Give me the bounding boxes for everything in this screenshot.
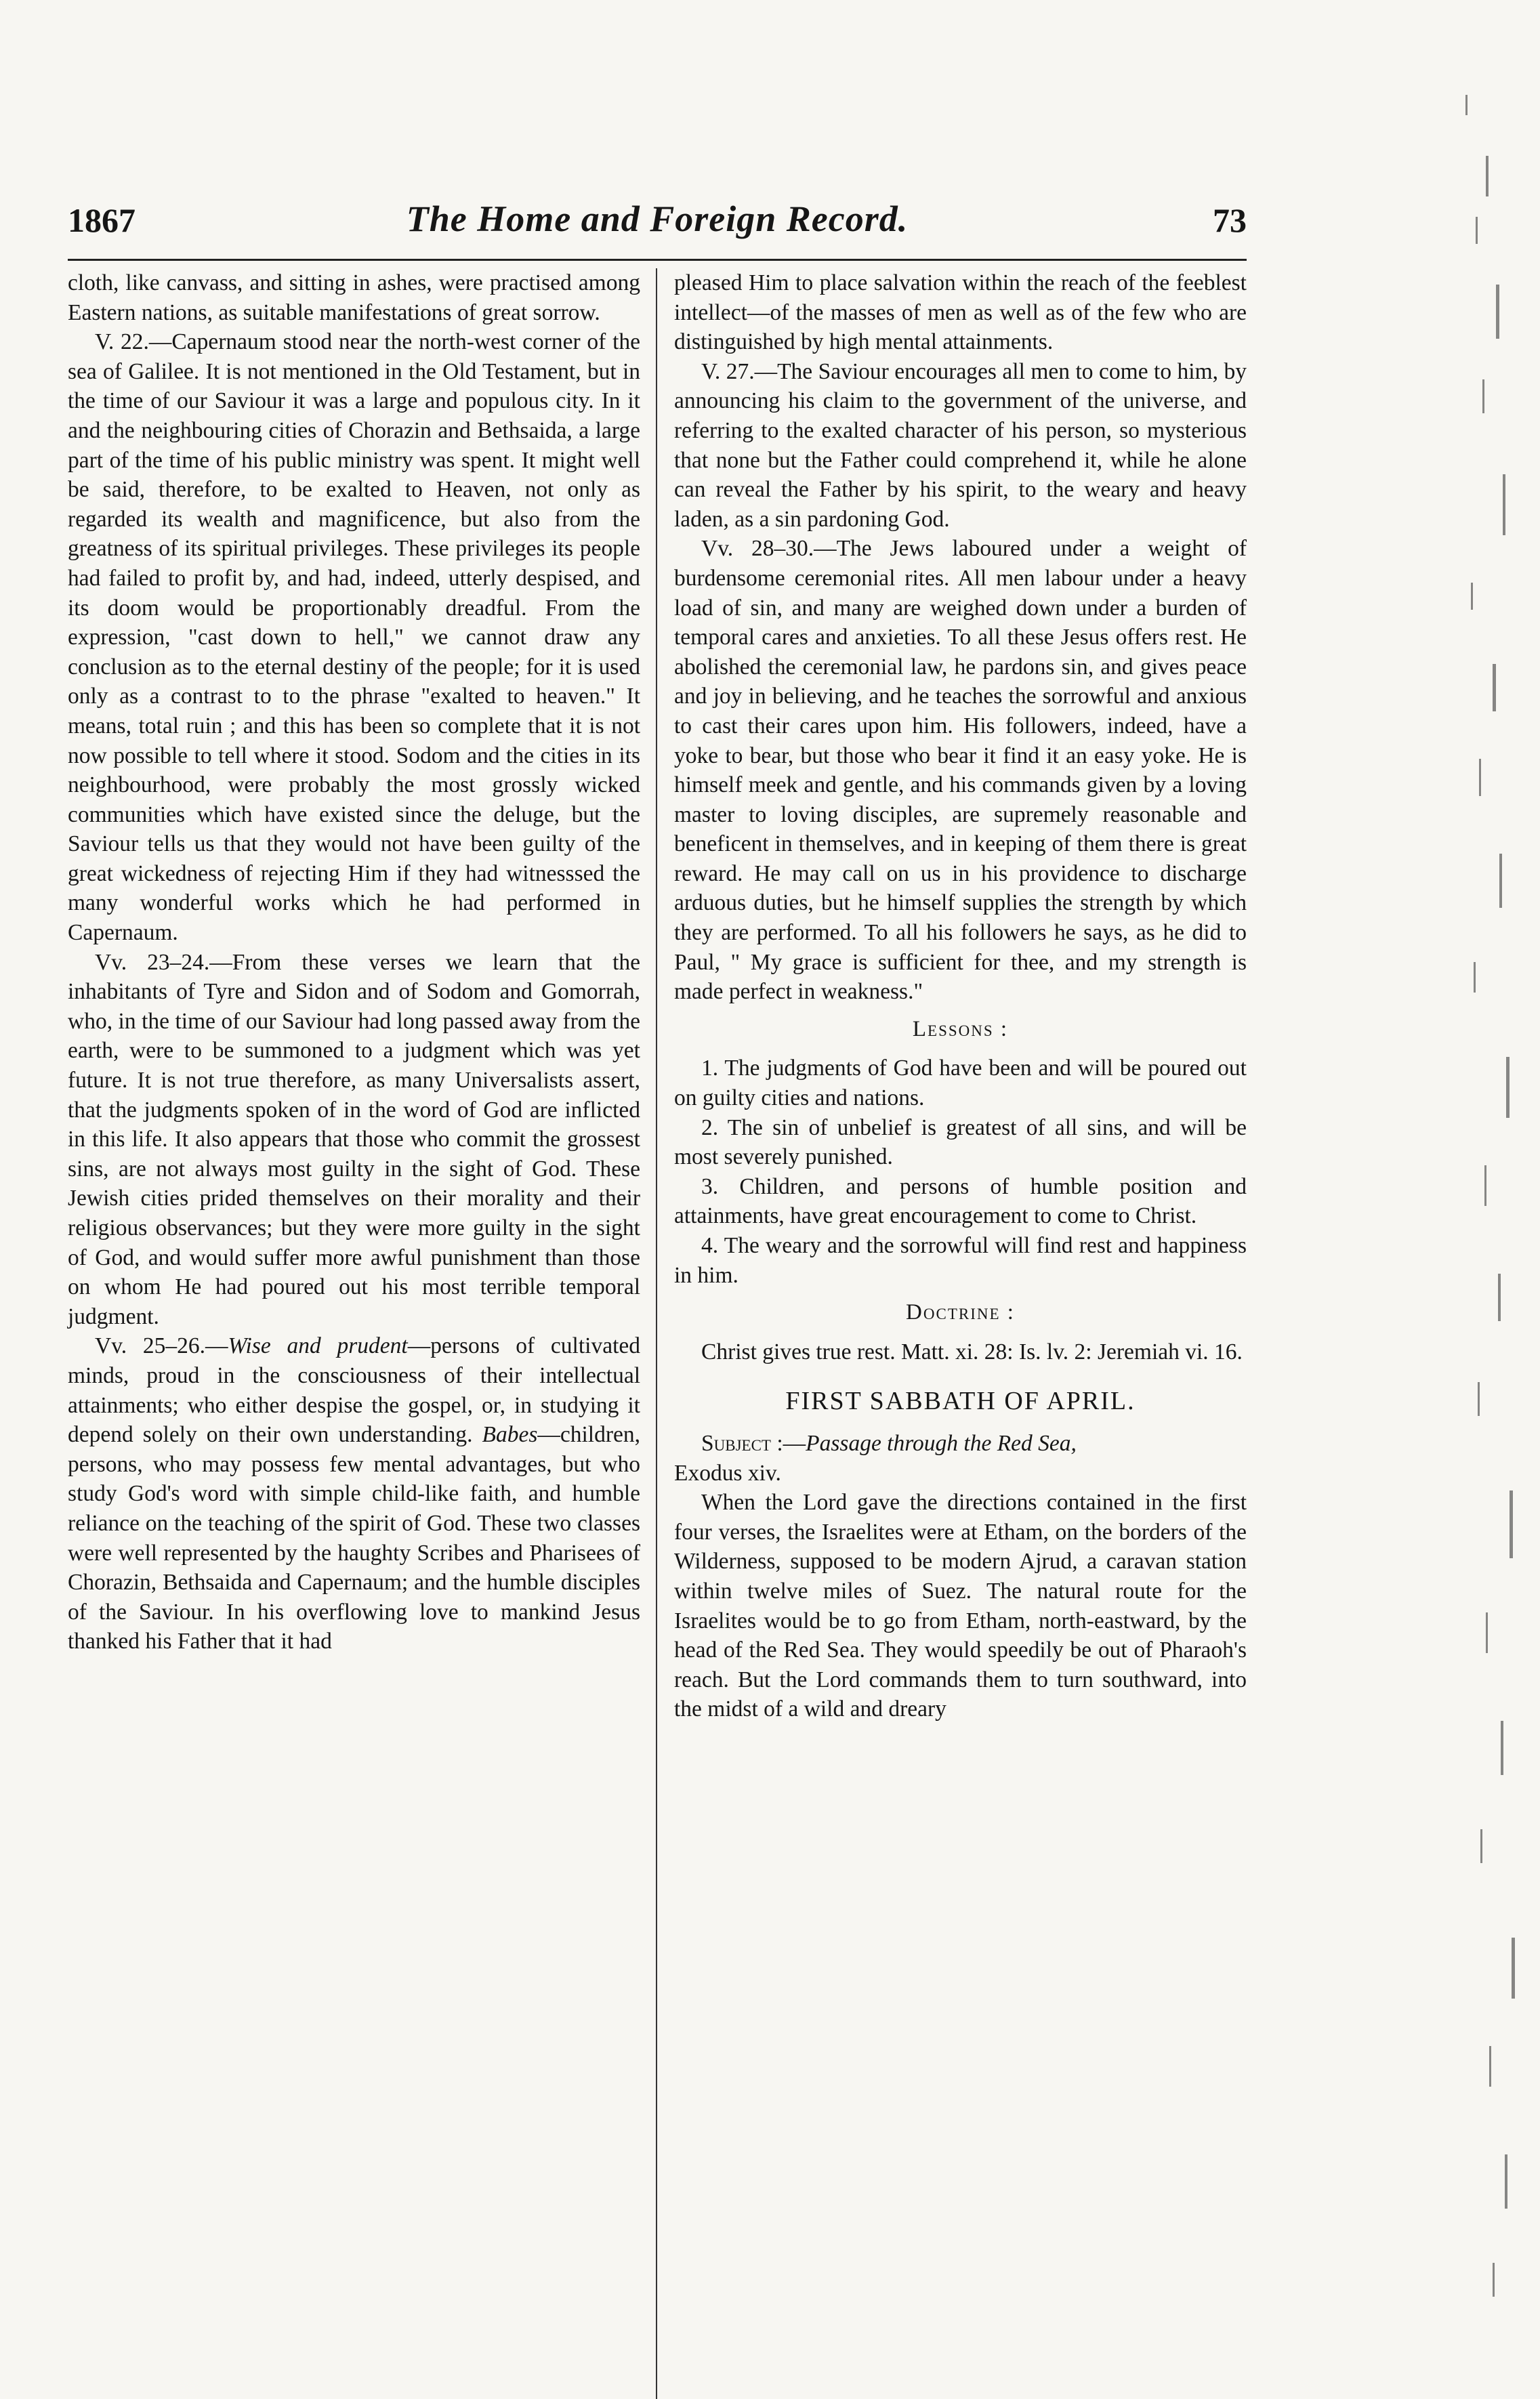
lesson-item: 1. The judgments of God have been and will be poured out on guilty cities and nations. [674, 1056, 1247, 1111]
paragraph: Vv. 23–24.—From these verses we learn that the inhabitants of Tyre and Sidon and of Sodom and Gomorrah, who, in the time of our Saviour had long passed away from the earth, were to be summoned to a judgment which was yet future. It is not true therefore, as many Universalists assert, that the judgments spoken of in the word of God are inflicted in this life. It also appears that those who commit the grossest sins, are not always most guilty in the sight of God. These Jewish cities prided themselves on their morality and their religious observances; but they were more guilty in the sight of God, and would suffer more awful punishment than those on whom He had poured out his most terrible temporal judgment. [68, 949, 640, 1329]
paragraph: pleased Him to place salvation within the reach of the feeblest intellect—of the masses of men as well as of the few who are distinguished by high mental attainments. [674, 270, 1247, 355]
lesson-item: 4. The weary and the sorrowful will find rest and happiness in him. [674, 1233, 1247, 1288]
lessons-heading: Lessons : [912, 1016, 1009, 1041]
journal-title: The Home and Foreign Record. [406, 199, 909, 239]
term-wise-prudent: Wise and prudent [228, 1333, 408, 1359]
paragraph: When the Lord gave the directions contained in the first four verses, the Israelites were at Etham, on the borders of the Wilderness, supposed to be modern Ajrud, a caravan station within twelve miles of Suez. The natural route for the Israelites would be to go from Etham, north-eastward, by the head of the Red Sea. They would speedily be out of Pharaoh's reach. But the Lord commands them to turn southward, into the midst of a wild and dreary [674, 1490, 1247, 1722]
paragraph-vv25: Vv. 25–26.—Wise and prudent—persons of cultivated minds, proud in the consciousness of their intellectual attainments; who either despise the gospel, or, in studying it depend solely on their own understanding. Babes—children, persons, who may possess few mental advantages, but who study God's word with simple child-like faith, and humble reliance on the teaching of the spirit of God. These two classes were well represented by the haughty Scribes and Pharisees of Chorazin, Bethsaida and Capernaum; and the humble disciples of the Saviour. In his overflowing love to mankind Jesus thanked his Father that it had [68, 1333, 640, 1654]
subject-title: Passage through the Red Sea, [806, 1430, 1077, 1456]
header-rule [68, 259, 1247, 261]
header-year: 1867 [68, 201, 136, 239]
paragraph: Vv. 28–30.—The Jews laboured under a weight of burdensome ceremonial rites. All men labour under a heavy load of sin, and many are weighed down under a burden of temporal cares and anxieties. To all these Jesus offers rest. He abolished the ceremonial law, he pardons sin, and gives peace and joy in believing, and he teaches the sorrowful and anxious to cast their cares upon him. His followers, indeed, have a yoke to bear, but those who bear it find it an easy yoke. He is himself meek and gentle, and his commands given by a loving master to loving disciples, are supremely reasonable and beneficent in themselves, and in keeping of them there is great reward. He may call on us in his providence to discharge arduous duties, but he himself supplies the strength by which they are performed. To all his followers he says, as he did to Paul, " My grace is sufficient for thee, and my strength is made perfect in weakness." [674, 536, 1247, 1005]
lesson-item: 2. The sin of unbelief is greatest of all sins, and will be most severely punished. [674, 1114, 1247, 1170]
verse-ref: Vv. 25–26.— [95, 1333, 228, 1359]
paragraph: V. 22.—Capernaum stood near the north-west corner of the sea of Galilee. It is not mentioned in the Old Testament, but in the time of our Saviour it was a large and populous city. In it and the neighbouring cities of Chorazin and Bethsaida, a large part of the time of his public ministry was spent. It might well be said, therefore, to be exalted to Heaven, not only as regarded its wealth and magnificence, but also from the greatness of its spiritual privileges. These privileges its people had failed to profit by, and had, indeed, utterly despised, and its doom would be proportionably dreadful. From the expression, "cast down to hell," we cannot draw any conclusion as to the eternal destiny of the people; for it is used only as a contrast to to the phrase "exalted to heaven." It means, total ruin ; and this has been so complete that it is not now possible to tell where it stood. Sodom and the cities in its neighbourhood, were probably the most grossly wicked communities which have existed since the deluge, but the Saviour tells us that they would not have been guilty of the great wickedness of rejecting Him if they had witnesssed the many wonderful works which he had performed in Capernaum. [68, 329, 640, 946]
scan-edge-artifact [1384, 0, 1540, 2380]
running-header [68, 201, 1247, 248]
page-number: 73 [1213, 201, 1247, 239]
paragraph: cloth, like canvass, and sitting in ashes, were practised among Eastern nations, as suitable manifestations of great sorrow. [68, 270, 640, 325]
left-column [68, 268, 640, 1656]
subject-reference: Exodus xiv. [674, 1460, 781, 1486]
subject-label: Subject :— [701, 1430, 806, 1456]
column-divider [656, 268, 657, 2399]
lesson-item: 3. Children, and persons of humble position and attainments, have great encouragement to come to Christ. [674, 1173, 1247, 1229]
paragraph: V. 27.—The Saviour encourages all men to come to him, by announcing his claim to the government of the universe, and referring to the exalted character of his person, so mysterious that none but the Father could comprehend it, while he alone can reveal the Father by his spirit, to the weary and heavy laden, as a sin pardoning God. [674, 358, 1247, 532]
section-title: FIRST SABBATH OF APRIL. [785, 1387, 1136, 1416]
doctrine-text: Christ gives true rest. Matt. xi. 28: Is. lv. 2: Jeremiah vi. 16. [701, 1339, 1243, 1364]
right-column [674, 268, 1247, 1724]
subject-line [674, 1429, 1247, 1459]
term-babes: Babes [482, 1422, 538, 1448]
doctrine-heading: Doctrine : [906, 1300, 1015, 1325]
